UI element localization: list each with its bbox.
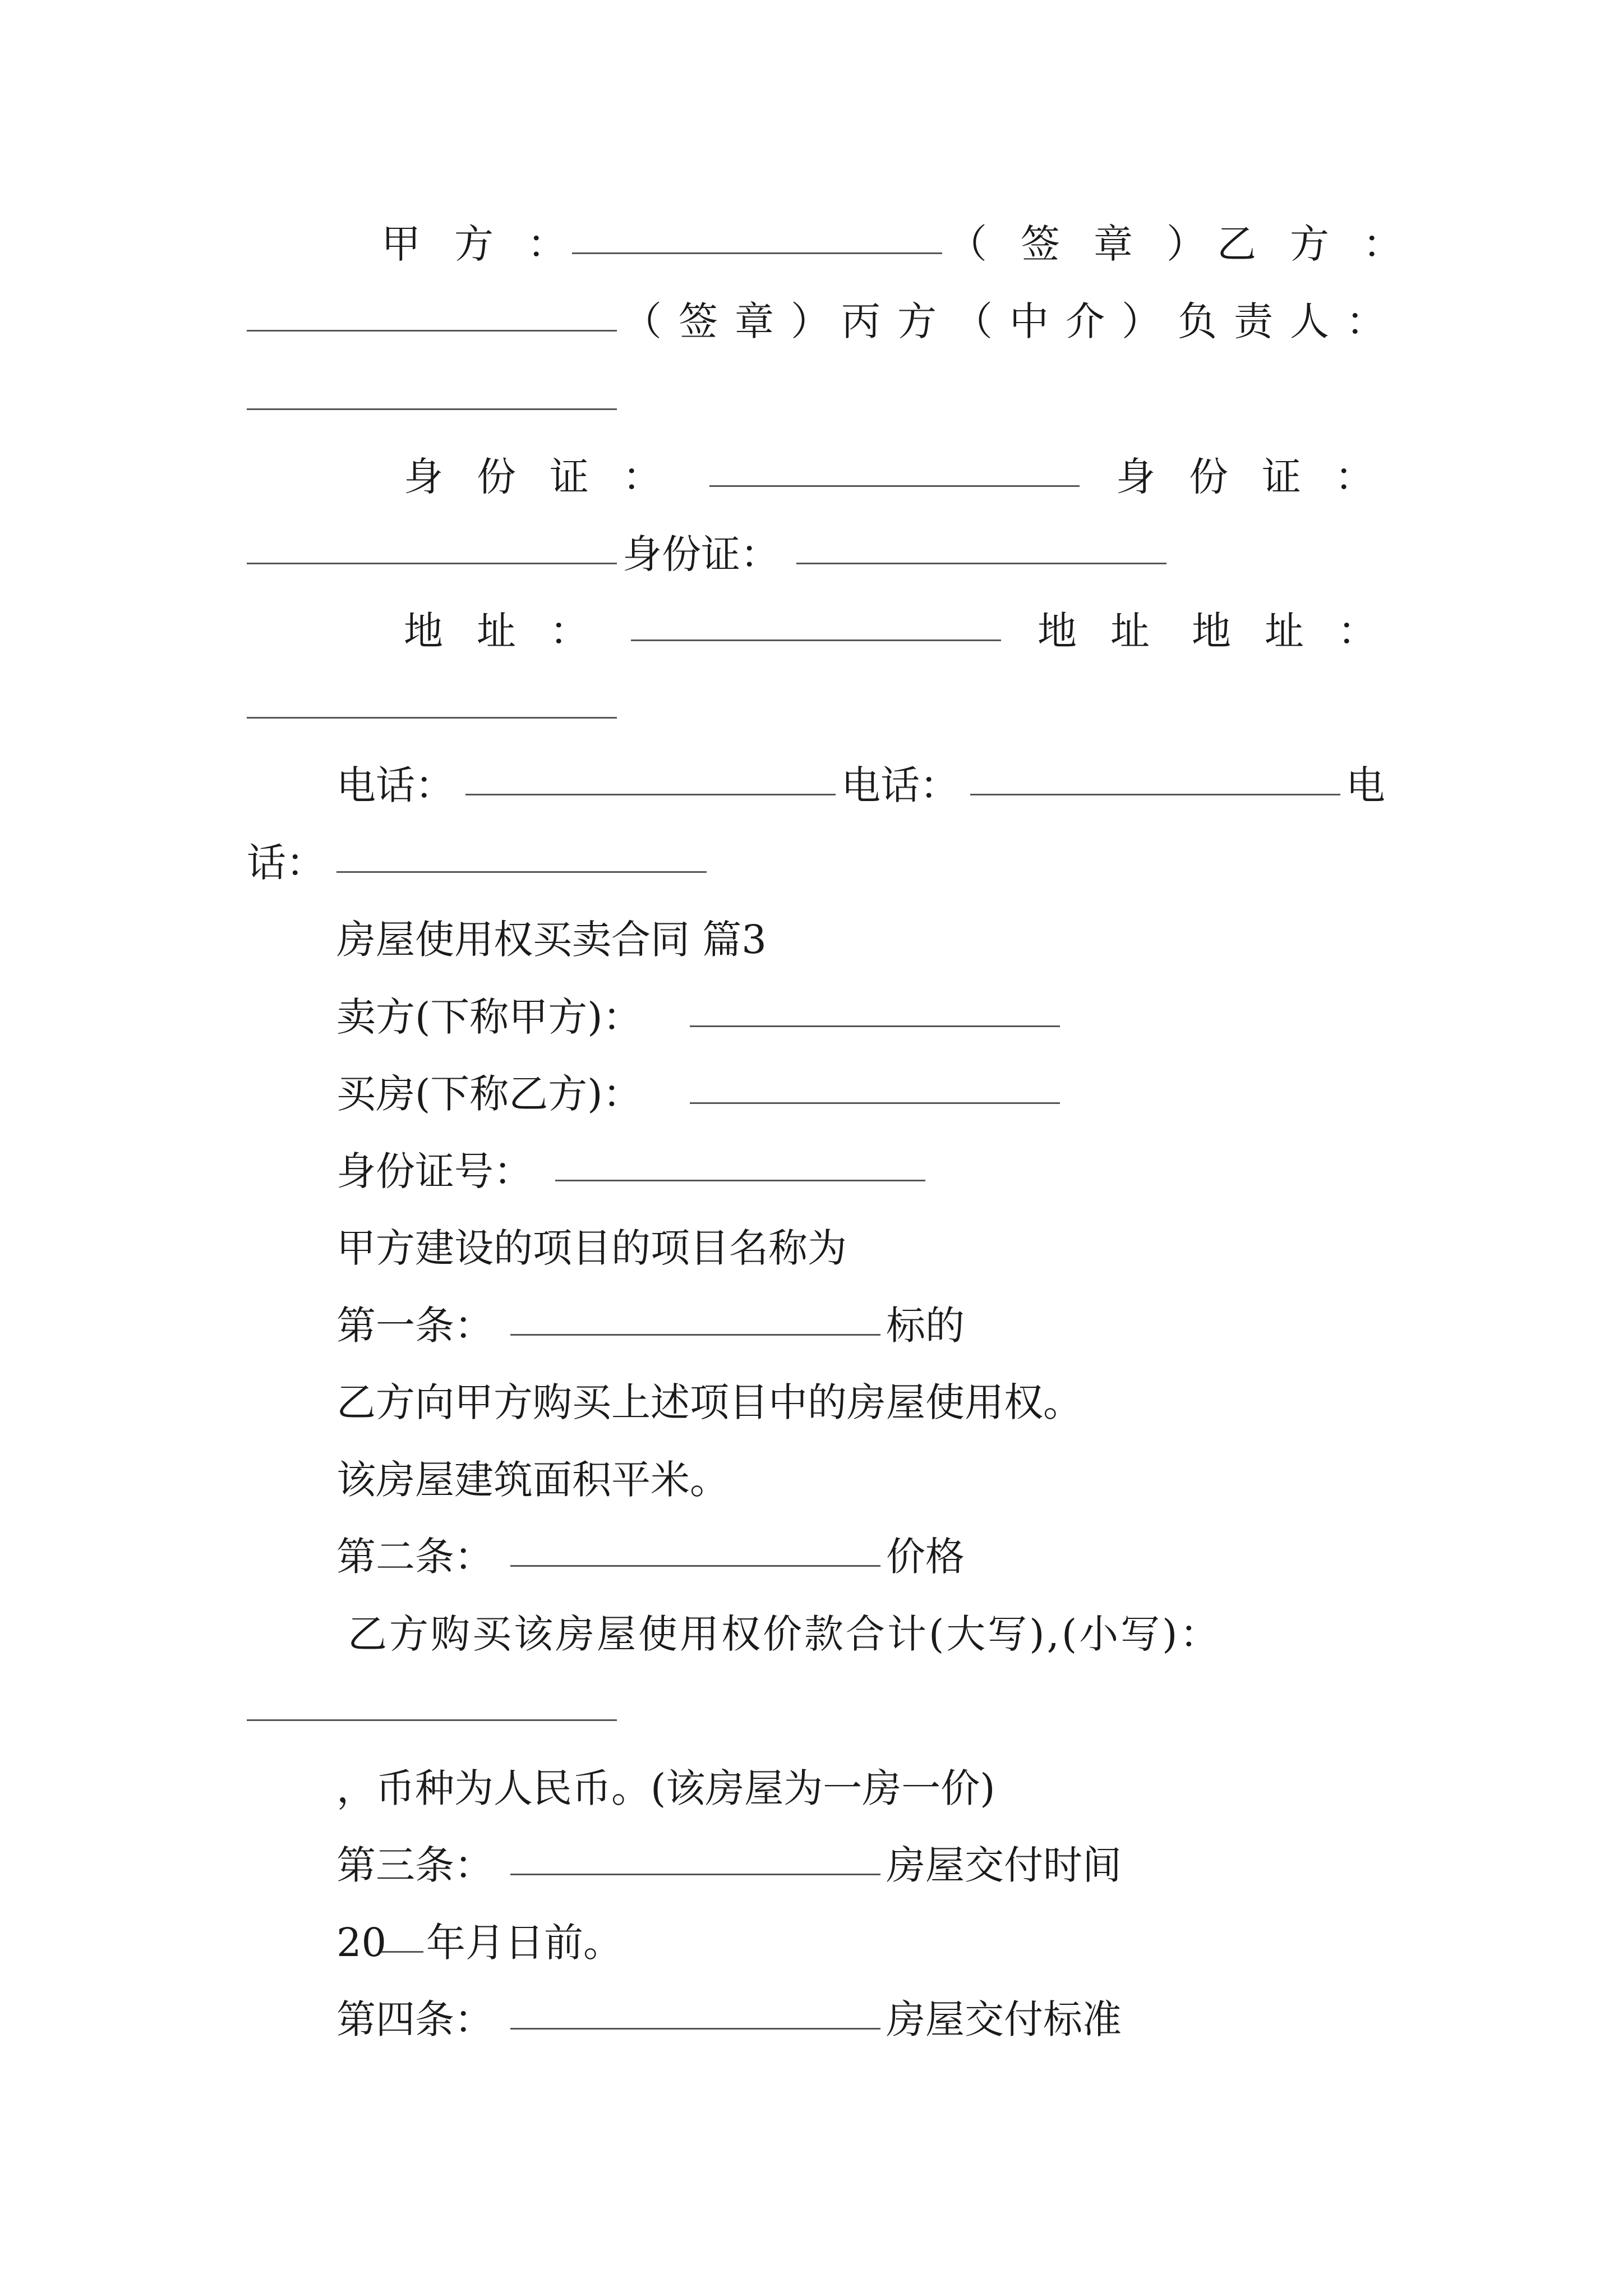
delivery-date-line <box>0 1912 1623 1973</box>
signature-line-3 <box>0 369 1623 431</box>
year-prefix: 20 <box>336 1920 387 1966</box>
article-label: 第三条： <box>336 1842 494 1888</box>
id-number-line <box>0 1140 1623 1202</box>
contract-heading-line <box>0 909 1623 970</box>
phone-blank[interactable] <box>336 871 707 873</box>
sign-seal-label: （签章） <box>623 298 847 344</box>
article-blank[interactable] <box>510 2028 880 2030</box>
project-name-line <box>0 1217 1623 1279</box>
phone-label: 电话： <box>841 762 959 808</box>
seller-blank[interactable] <box>690 1025 1060 1027</box>
article-text: 乙方向甲方购买上述项目中的房屋使用权。 <box>336 1379 1082 1425</box>
currency-line <box>0 1757 1623 1819</box>
id-line-2 <box>0 523 1623 585</box>
address-line-2 <box>0 678 1623 739</box>
article-text: 该房屋建筑面积平米。 <box>336 1457 729 1503</box>
article-1-line <box>0 1295 1623 1356</box>
sign-seal-label: （签章） <box>948 221 1239 267</box>
id-blank[interactable] <box>709 485 1080 487</box>
buyer-line <box>0 1063 1623 1125</box>
project-name-text: 甲方建设的项目的项目名称为 <box>336 1225 847 1271</box>
party-c-label: 丙方（中介）负责人： <box>841 298 1402 344</box>
price-blank-line <box>0 1680 1623 1742</box>
id-label: 身份证： <box>404 454 695 500</box>
date-suffix: 年月日前。 <box>426 1920 623 1966</box>
area-line <box>0 1449 1623 1511</box>
address-label: 地址： <box>1192 608 1410 654</box>
address-label: 地址 <box>1038 608 1183 654</box>
article-blank[interactable] <box>510 1565 880 1567</box>
seller-line <box>0 986 1623 1048</box>
address-label: 地址： <box>404 608 623 654</box>
id-label: 身份证： <box>623 531 780 577</box>
phone-line-2 <box>0 832 1623 894</box>
id-line-1 <box>0 446 1623 508</box>
article-1-text-line <box>0 1372 1623 1433</box>
phone-label-part: 话： <box>247 840 325 886</box>
id-blank[interactable] <box>247 563 617 564</box>
article-label: 第一条： <box>336 1303 494 1349</box>
address-line-1 <box>0 600 1623 662</box>
article-3-line <box>0 1834 1623 1896</box>
article-label: 第四条： <box>336 1996 494 2042</box>
article-blank[interactable] <box>510 1334 880 1336</box>
price-blank[interactable] <box>247 1719 617 1721</box>
price-line <box>0 1603 1623 1665</box>
id-blank[interactable] <box>796 563 1166 564</box>
article-blank[interactable] <box>510 1874 880 1875</box>
seller-label: 卖方(下称甲方)： <box>336 994 642 1040</box>
contract-heading: 房屋使用权买卖合同 篇3 <box>336 917 767 963</box>
party-a-label: 甲方： <box>381 221 600 267</box>
article-title: 价格 <box>886 1534 965 1580</box>
article-title: 标的 <box>886 1303 965 1349</box>
article-title: 房屋交付标准 <box>886 1996 1122 2042</box>
phone-blank[interactable] <box>465 794 836 795</box>
id-number-blank[interactable] <box>555 1180 925 1181</box>
article-text: 乙方购买该房屋使用权价款合计(大写),(小写)： <box>348 1611 1221 1657</box>
article-2-line <box>0 1526 1623 1588</box>
signature-line-1 <box>0 213 1623 275</box>
id-number-label: 身份证号： <box>336 1148 533 1194</box>
article-4-line <box>0 1989 1623 2050</box>
article-label: 第二条： <box>336 1534 494 1580</box>
buyer-label: 买房(下称乙方)： <box>336 1071 642 1117</box>
party-a-blank[interactable] <box>572 252 942 254</box>
phone-line-1 <box>0 754 1623 816</box>
phone-label: 电话： <box>336 762 454 808</box>
address-blank[interactable] <box>631 639 1001 641</box>
party-b-label: 乙方： <box>1217 221 1436 267</box>
address-blank[interactable] <box>247 717 617 719</box>
phone-label-part: 电 <box>1346 762 1385 808</box>
signature-line-2 <box>0 291 1623 352</box>
party-c-blank[interactable] <box>247 408 617 410</box>
year-blank[interactable] <box>381 1951 423 1953</box>
buyer-blank[interactable] <box>690 1102 1060 1104</box>
party-b-blank[interactable] <box>247 330 617 332</box>
article-text: ，币种为人民币。(该房屋为一房一价) <box>336 1765 995 1811</box>
article-title: 房屋交付时间 <box>886 1842 1122 1888</box>
id-label: 身份证： <box>1116 454 1408 500</box>
phone-blank[interactable] <box>970 794 1340 795</box>
